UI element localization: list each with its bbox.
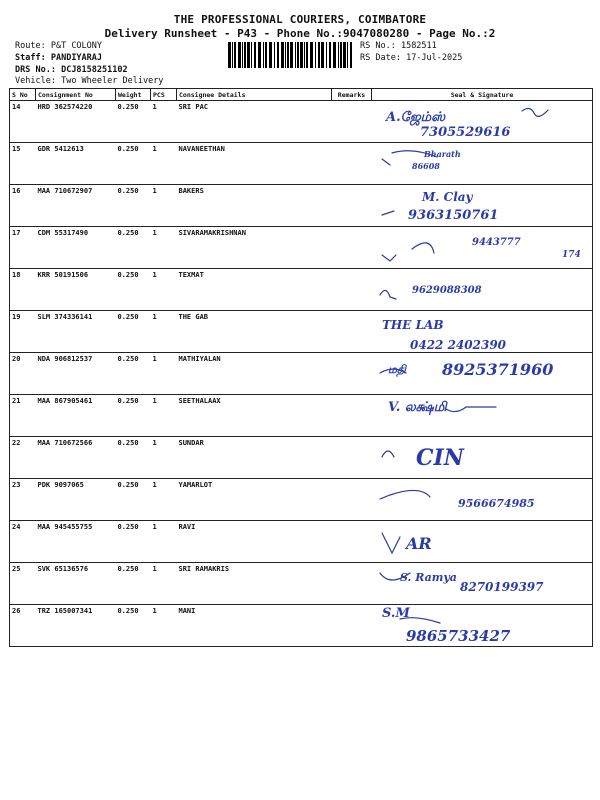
rs-date-line: RS Date: 17-Jul-2025 (360, 53, 463, 63)
handwritten-signature (372, 101, 593, 141)
row-consignment-no: KRR 50191506 (36, 269, 116, 311)
barcode-bar (254, 42, 256, 68)
row-sno: 24 (10, 521, 36, 563)
vehicle-line: Vehicle: Two Wheeler Delivery (15, 76, 164, 86)
barcode-bar (247, 42, 250, 68)
row-remarks (332, 395, 372, 437)
row-pcs: 1 (151, 227, 177, 269)
barcode-image (228, 42, 354, 68)
row-sno: 21 (10, 395, 36, 437)
table-row (10, 227, 593, 269)
row-remarks (332, 269, 372, 311)
signature-name: THE LAB (381, 318, 443, 332)
handwritten-signature (372, 563, 593, 603)
route-value: P&T COLONY (50, 41, 103, 51)
table-row (10, 185, 593, 227)
barcode-bar (343, 42, 346, 68)
barcode-bar (274, 42, 275, 68)
row-sno: 19 (10, 311, 36, 353)
row-signature (372, 353, 593, 395)
row-weight: 0.250 (116, 479, 151, 521)
route-line: Route: P&T COLONY (15, 41, 103, 51)
col-weight: Weight (116, 89, 151, 101)
row-remarks (332, 143, 372, 185)
row-consignment-no: MAA 945455755 (36, 521, 116, 563)
signature-phone: 9363150761 (407, 208, 498, 223)
signature-name: S. Ramya (399, 571, 457, 584)
signature-phone: 7305529616 (419, 125, 510, 140)
handwritten-signature (372, 479, 593, 519)
barcode-bar (315, 42, 316, 68)
handwritten-signature (372, 311, 593, 351)
barcode-bar (258, 42, 261, 68)
barcode-bar (306, 42, 308, 68)
signature-phone: 174 (561, 250, 581, 260)
row-consignee: SRI PAC (177, 101, 332, 143)
signature-phone: 8925371960 (441, 360, 553, 379)
signature-name: மதி (387, 363, 406, 376)
row-remarks (332, 101, 372, 143)
row-remarks (332, 605, 372, 647)
handwritten-signature (372, 185, 593, 225)
row-pcs: 1 (151, 353, 177, 395)
row-signature (372, 563, 593, 605)
row-consignee: NAVANEETHAN (177, 143, 332, 185)
row-consignee: BAKERS (177, 185, 332, 227)
signature-name: AR (405, 534, 432, 553)
row-weight: 0.250 (116, 185, 151, 227)
row-weight: 0.250 (116, 311, 151, 353)
row-signature (372, 227, 593, 269)
signature-phone: 86608 (411, 161, 440, 171)
table-row (10, 395, 593, 437)
row-pcs: 1 (151, 563, 177, 605)
col-consignment: Consignment No (36, 89, 116, 101)
table-row (10, 353, 593, 395)
signature-stroke (522, 108, 548, 116)
row-sno: 23 (10, 479, 36, 521)
row-sno: 15 (10, 143, 36, 185)
table-row (10, 605, 593, 647)
row-weight: 0.250 (116, 395, 151, 437)
row-consignee: SUNDAR (177, 437, 332, 479)
signature-stroke (382, 211, 394, 215)
row-signature (372, 521, 593, 563)
signature-name: 9566674985 (457, 497, 535, 510)
row-sno: 14 (10, 101, 36, 143)
drs-line: DRS No.: DCJ8158251102 (15, 65, 128, 75)
row-consignee: SEETHALAAX (177, 395, 332, 437)
barcode-bar (326, 42, 327, 68)
row-consignee: SIVARAMAKRISHNAN (177, 227, 332, 269)
row-consignment-no: MAA 710672566 (36, 437, 116, 479)
signature-name: CIN (415, 445, 464, 471)
barcode-bar (251, 42, 252, 68)
handwritten-signature (372, 605, 593, 645)
drs-value: DCJ8158251102 (61, 65, 128, 75)
row-remarks (332, 521, 372, 563)
barcode-bar (238, 42, 241, 68)
handwritten-signature (372, 437, 593, 477)
signature-phone: 0422 2402390 (409, 338, 506, 352)
handwritten-signature (372, 269, 593, 309)
barcode-bar (263, 42, 264, 68)
row-remarks (332, 437, 372, 479)
signature-name: A.ஜேம்ஸ் (385, 110, 445, 125)
vehicle-value: Two Wheeler Delivery (61, 76, 164, 86)
row-pcs: 1 (151, 395, 177, 437)
signature-name: S.M (381, 606, 410, 621)
row-weight: 0.250 (116, 101, 151, 143)
row-signature (372, 437, 593, 479)
barcode-bar (318, 42, 320, 68)
row-pcs: 1 (151, 143, 177, 185)
row-consignee: TEXMAT (177, 269, 332, 311)
row-pcs: 1 (151, 269, 177, 311)
row-remarks (332, 479, 372, 521)
barcode-bar (321, 42, 324, 68)
row-consignment-no: SVK 65136576 (36, 563, 116, 605)
signature-phone: 9865733427 (405, 627, 510, 645)
row-consignment-no: NDA 906812537 (36, 353, 116, 395)
row-sno: 26 (10, 605, 36, 647)
barcode-bar (232, 42, 233, 68)
row-consignment-no: MAA 867905461 (36, 395, 116, 437)
row-weight: 0.250 (116, 521, 151, 563)
barcode-bar (338, 42, 339, 68)
barcode-bar (228, 42, 231, 68)
runsheet-title: Delivery Runsheet - P43 - Phone No.:9047080280 - Page No.:2 (104, 27, 496, 40)
row-consignment-no: PDK 9097065 (36, 479, 116, 521)
row-weight: 0.250 (116, 605, 151, 647)
signature-name: M. Clay (421, 190, 472, 204)
row-remarks (332, 353, 372, 395)
row-sno: 16 (10, 185, 36, 227)
table-row (10, 269, 593, 311)
barcode-bar (304, 42, 305, 68)
barcode-bar (300, 42, 303, 68)
barcode-bar (234, 42, 236, 68)
row-weight: 0.250 (116, 353, 151, 395)
signature-stroke (382, 533, 400, 553)
row-signature (372, 395, 593, 437)
barcode-bars (228, 42, 354, 68)
row-signature (372, 185, 593, 227)
row-consignee: SRI RAMAKRIS (177, 563, 332, 605)
row-consignee: RAVI (177, 521, 332, 563)
row-weight: 0.250 (116, 269, 151, 311)
handwritten-signature (372, 521, 593, 561)
row-pcs: 1 (151, 605, 177, 647)
rs-date-value: 17-Jul-2025 (406, 53, 463, 63)
handwritten-signature (372, 227, 593, 267)
barcode-bar (242, 42, 243, 68)
row-remarks (332, 227, 372, 269)
barcode-bar (329, 42, 331, 68)
table-row (10, 311, 593, 353)
table-row (10, 143, 593, 185)
rs-no-value: 1582511 (400, 41, 437, 51)
row-consignee: MATHIYALAN (177, 353, 332, 395)
col-signature: Seal & Signature (372, 89, 593, 101)
handwritten-signature (372, 143, 593, 183)
row-weight: 0.250 (116, 143, 151, 185)
col-remarks: Remarks (332, 89, 372, 101)
row-consignment-no: SLM 374336141 (36, 311, 116, 353)
barcode-bar (265, 42, 267, 68)
row-signature (372, 479, 593, 521)
row-remarks (332, 185, 372, 227)
barcode-bar (285, 42, 286, 68)
row-weight: 0.250 (116, 437, 151, 479)
signature-stroke (382, 451, 394, 457)
row-sno: 20 (10, 353, 36, 395)
row-signature (372, 605, 593, 647)
row-signature (372, 269, 593, 311)
row-remarks (332, 563, 372, 605)
row-pcs: 1 (151, 185, 177, 227)
row-remarks (332, 311, 372, 353)
barcode-bar (333, 42, 336, 68)
row-sno: 18 (10, 269, 36, 311)
handwritten-signature (372, 395, 593, 435)
row-consignee: YAMARLOT (177, 479, 332, 521)
row-pcs: 1 (151, 101, 177, 143)
row-consignment-no: TRZ 165007341 (36, 605, 116, 647)
row-weight: 0.250 (116, 227, 151, 269)
row-consignment-no: CDM 55317490 (36, 227, 116, 269)
signature-phone: 8270199397 (459, 580, 543, 594)
table-row (10, 521, 593, 563)
barcode-bar (269, 42, 272, 68)
barcode-bar (310, 42, 313, 68)
barcode-bar (350, 42, 352, 68)
row-signature (372, 311, 593, 353)
signature-name: 9629088308 (411, 285, 482, 296)
barcode-bar (290, 42, 293, 68)
row-weight: 0.250 (116, 563, 151, 605)
barcode-bar (347, 42, 348, 68)
rs-no-line: RS No.: 1582511 (360, 41, 437, 51)
barcode-bar (281, 42, 284, 68)
row-consignee: THE GAB (177, 311, 332, 353)
table-row (10, 563, 593, 605)
col-pcs: PCS (151, 89, 177, 101)
table-header-row (10, 89, 593, 101)
row-sno: 25 (10, 563, 36, 605)
barcode-bar (295, 42, 296, 68)
row-consignment-no: GDR 5412613 (36, 143, 116, 185)
barcode-bar (297, 42, 299, 68)
row-signature (372, 143, 593, 185)
col-consignee: Consignee Details (177, 89, 332, 101)
row-signature (372, 101, 593, 143)
row-sno: 17 (10, 227, 36, 269)
company-title: THE PROFESSIONAL COURIERS, COIMBATORE (173, 13, 427, 26)
row-pcs: 1 (151, 311, 177, 353)
handwritten-signature (372, 353, 593, 393)
row-consignment-no: MAA 710672907 (36, 185, 116, 227)
table-body (10, 101, 593, 647)
table-row (10, 479, 593, 521)
barcode-bar (287, 42, 289, 68)
col-sno: S No (10, 89, 36, 101)
staff-line: Staff: PANDIYARAJ (15, 53, 103, 63)
barcode-bar (244, 42, 246, 68)
signature-name: V. லக்ஷ்மி (387, 400, 447, 415)
row-pcs: 1 (151, 521, 177, 563)
row-consignment-no: HRD 362574220 (36, 101, 116, 143)
signature-stroke (382, 243, 434, 261)
row-consignee: MANI (177, 605, 332, 647)
barcode-bar (340, 42, 342, 68)
signature-stroke (380, 490, 430, 499)
row-pcs: 1 (151, 437, 177, 479)
signature-stroke (380, 290, 396, 299)
table-row (10, 101, 593, 143)
signature-name: 9443777 (471, 237, 521, 248)
staff-value: PANDIYARAJ (50, 53, 103, 63)
row-pcs: 1 (151, 479, 177, 521)
signature-name: Bharath (423, 149, 461, 159)
signature-stroke (446, 407, 496, 412)
delivery-table (9, 88, 593, 647)
row-sno: 22 (10, 437, 36, 479)
barcode-bar (277, 42, 279, 68)
table-row (10, 437, 593, 479)
